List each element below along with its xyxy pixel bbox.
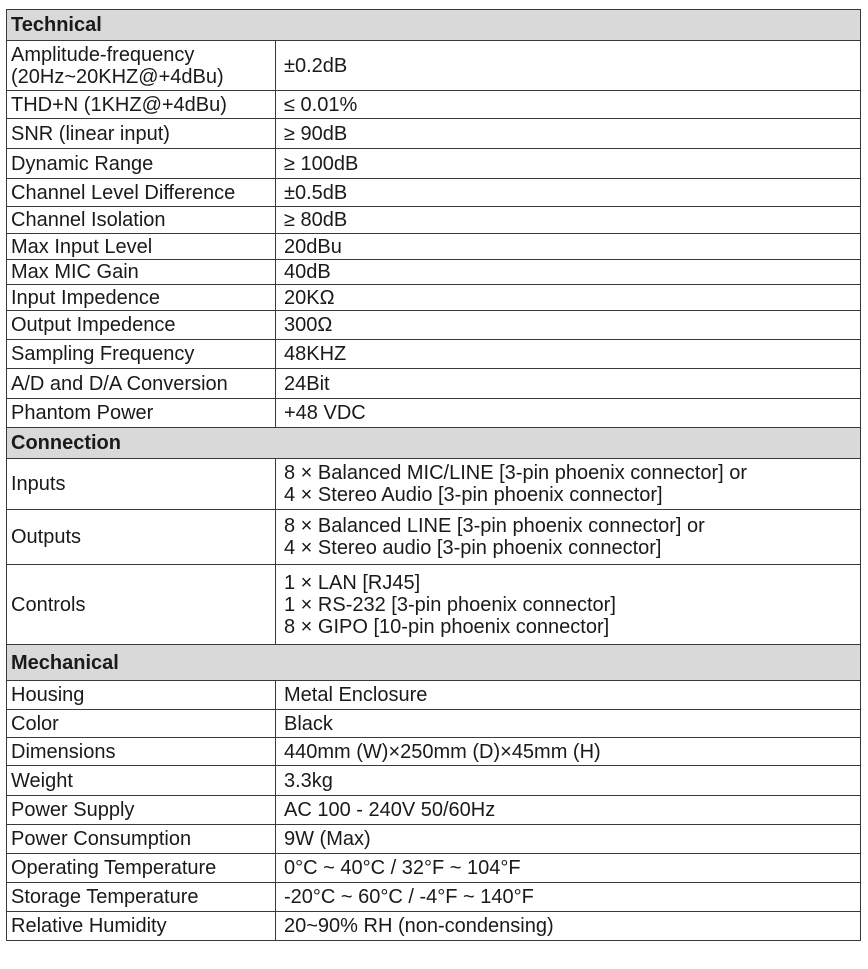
spec-value-line: 1 × LAN [RJ45]: [284, 571, 421, 594]
spec-value: [276, 912, 861, 941]
spec-row: [7, 796, 861, 825]
spec-value: [276, 565, 861, 645]
spec-label-line: Phantom Power: [11, 402, 154, 424]
spec-row: [7, 179, 861, 207]
spec-row: [7, 738, 861, 766]
spec-row: [7, 285, 861, 311]
section-header-technical: [7, 10, 861, 41]
spec-label-line: Inputs: [11, 473, 66, 495]
spec-value: [276, 41, 861, 91]
spec-value-line: 8 × GIPO [10-pin phoenix connector]: [284, 615, 610, 638]
spec-value: [276, 796, 861, 825]
spec-value-line: 0°C ~ 40°C / 32°F ~ 104°F: [284, 857, 521, 879]
spec-label: [7, 459, 276, 510]
spec-label: [7, 510, 276, 565]
spec-value-line: 8 × Balanced LINE [3-pin phoenix connector] or: [284, 515, 705, 537]
spec-row: [7, 340, 861, 369]
spec-row: [7, 459, 861, 510]
spec-value-line: -20°C ~ 60°C / -4°F ~ 140°F: [284, 886, 534, 908]
spec-value-line: ≤ 0.01%: [284, 93, 358, 116]
spec-value: [276, 681, 861, 710]
spec-label-line: Sampling Frequency: [11, 343, 195, 365]
spec-value-line: Black: [284, 712, 333, 735]
spec-row: [7, 207, 861, 234]
spec-value-line: 440mm (W)×250mm (D)×45mm (H): [284, 740, 601, 763]
spec-value: [276, 854, 861, 883]
spec-value-line: 9W (Max): [284, 828, 371, 850]
spec-label: [7, 565, 276, 645]
spec-label-line: Weight: [11, 769, 73, 792]
spec-label-line: Dimensions: [11, 740, 116, 763]
spec-label: [7, 854, 276, 883]
spec-label-line: Channel Isolation: [11, 209, 166, 231]
spec-label: [7, 41, 276, 91]
spec-value: [276, 369, 861, 399]
spec-label-line: A/D and D/A Conversion: [11, 372, 228, 395]
spec-label: [7, 738, 276, 766]
spec-row: [7, 260, 861, 285]
spec-label: [7, 710, 276, 738]
spec-value: [276, 459, 861, 510]
spec-value: [276, 311, 861, 340]
spec-value: [276, 738, 861, 766]
section-title: Connection: [7, 428, 861, 459]
spec-row: [7, 149, 861, 179]
spec-label-line: Output Impedence: [11, 314, 176, 336]
spec-label: [7, 119, 276, 149]
spec-label-line: Relative Humidity: [11, 915, 167, 937]
spec-label: [7, 311, 276, 340]
spec-value-line: 4 × Stereo Audio [3-pin phoenix connector]: [284, 484, 663, 506]
spec-value: [276, 285, 861, 311]
spec-value-line: ≥ 80dB: [284, 209, 348, 231]
spec-label-line: Storage Temperature: [11, 886, 199, 908]
spec-row: [7, 369, 861, 399]
spec-label: [7, 260, 276, 285]
spec-value-line: ±0.2dB: [284, 54, 348, 77]
spec-label-line: Input Impedence: [11, 286, 160, 309]
spec-value: [276, 883, 861, 912]
spec-row: [7, 311, 861, 340]
spec-label-line: Max MIC Gain: [11, 261, 139, 283]
spec-value-line: 1 × RS-232 [3-pin phoenix connector]: [284, 593, 616, 616]
spec-row: [7, 912, 861, 941]
spec-row: [7, 766, 861, 796]
spec-label: [7, 825, 276, 854]
section-title: Technical: [7, 10, 861, 41]
spec-label-line: THD+N (1KHZ@+4dBu): [11, 93, 227, 116]
spec-label: [7, 207, 276, 234]
spec-label: [7, 399, 276, 428]
spec-value: [276, 710, 861, 738]
spec-label-line: Power Supply: [11, 799, 135, 821]
spec-value-line: 48KHZ: [284, 343, 347, 365]
spec-label-line: Max Input Level: [11, 235, 153, 258]
spec-value-line: ≥ 90dB: [284, 122, 348, 145]
spec-row: [7, 91, 861, 119]
spec-value: [276, 340, 861, 369]
spec-label: [7, 912, 276, 941]
spec-value-line: AC 100 - 240V 50/60Hz: [284, 799, 496, 821]
spec-value-line: 4 × Stereo audio [3-pin phoenix connector]: [284, 537, 662, 559]
spec-label-line: Outputs: [11, 526, 82, 548]
spec-label: [7, 369, 276, 399]
spec-value-line: 8 × Balanced MIC/LINE [3-pin phoenix connector] or: [284, 462, 748, 484]
spec-label: [7, 796, 276, 825]
spec-value-line: ≥ 100dB: [284, 152, 359, 175]
spec-value: [276, 91, 861, 119]
spec-row: [7, 681, 861, 710]
spec-label: [7, 766, 276, 796]
spec-label: [7, 179, 276, 207]
spec-value: [276, 179, 861, 207]
spec-label-line: Channel Level Difference: [11, 181, 236, 204]
spec-label: [7, 883, 276, 912]
spec-label-line: Controls: [11, 593, 86, 616]
section-header-connection: [7, 428, 861, 459]
spec-value-line: 3.3kg: [284, 769, 333, 792]
spec-row: [7, 825, 861, 854]
spec-value-line: 24Bit: [284, 372, 330, 395]
spec-value: [276, 399, 861, 428]
spec-label: [7, 681, 276, 710]
spec-value: [276, 207, 861, 234]
section-header-mechanical: [7, 645, 861, 681]
spec-label-line: Housing: [11, 684, 85, 706]
spec-table: [6, 9, 861, 941]
spec-value-line: ±0.5dB: [284, 181, 348, 204]
spec-label: [7, 91, 276, 119]
spec-value: [276, 119, 861, 149]
spec-row: [7, 399, 861, 428]
section-title: Mechanical: [7, 645, 861, 681]
spec-label: [7, 340, 276, 369]
spec-value-line: 20~90% RH (non-condensing): [284, 915, 554, 937]
spec-value: [276, 149, 861, 179]
spec-label-line: Color: [11, 712, 59, 735]
spec-row: [7, 854, 861, 883]
spec-value: [276, 234, 861, 260]
spec-value-line: 300Ω: [284, 314, 333, 336]
spec-row: [7, 883, 861, 912]
spec-label-line: SNR (linear input): [11, 122, 170, 145]
spec-row: [7, 565, 861, 645]
spec-value-line: 20dBu: [284, 235, 342, 258]
spec-value-line: 20KΩ: [284, 286, 335, 309]
spec-row: [7, 234, 861, 260]
spec-label: [7, 285, 276, 311]
spec-row: [7, 510, 861, 565]
spec-label-line: Power Consumption: [11, 828, 192, 850]
spec-row: [7, 710, 861, 738]
spec-row: [7, 119, 861, 149]
spec-label-line: Amplitude-frequency: [11, 43, 195, 66]
spec-table-body: [7, 10, 861, 941]
spec-label: [7, 149, 276, 179]
spec-value: [276, 766, 861, 796]
spec-value-line: 40dB: [284, 261, 331, 283]
spec-label: [7, 234, 276, 260]
spec-value: [276, 260, 861, 285]
spec-label-line: Dynamic Range: [11, 152, 154, 175]
spec-value-line: Metal Enclosure: [284, 684, 428, 706]
spec-value: [276, 510, 861, 565]
spec-label-line: (20Hz~20KHZ@+4dBu): [11, 65, 224, 88]
spec-row: [7, 41, 861, 91]
spec-value: [276, 825, 861, 854]
spec-label-line: Operating Temperature: [11, 857, 217, 879]
spec-value-line: +48 VDC: [284, 402, 366, 424]
